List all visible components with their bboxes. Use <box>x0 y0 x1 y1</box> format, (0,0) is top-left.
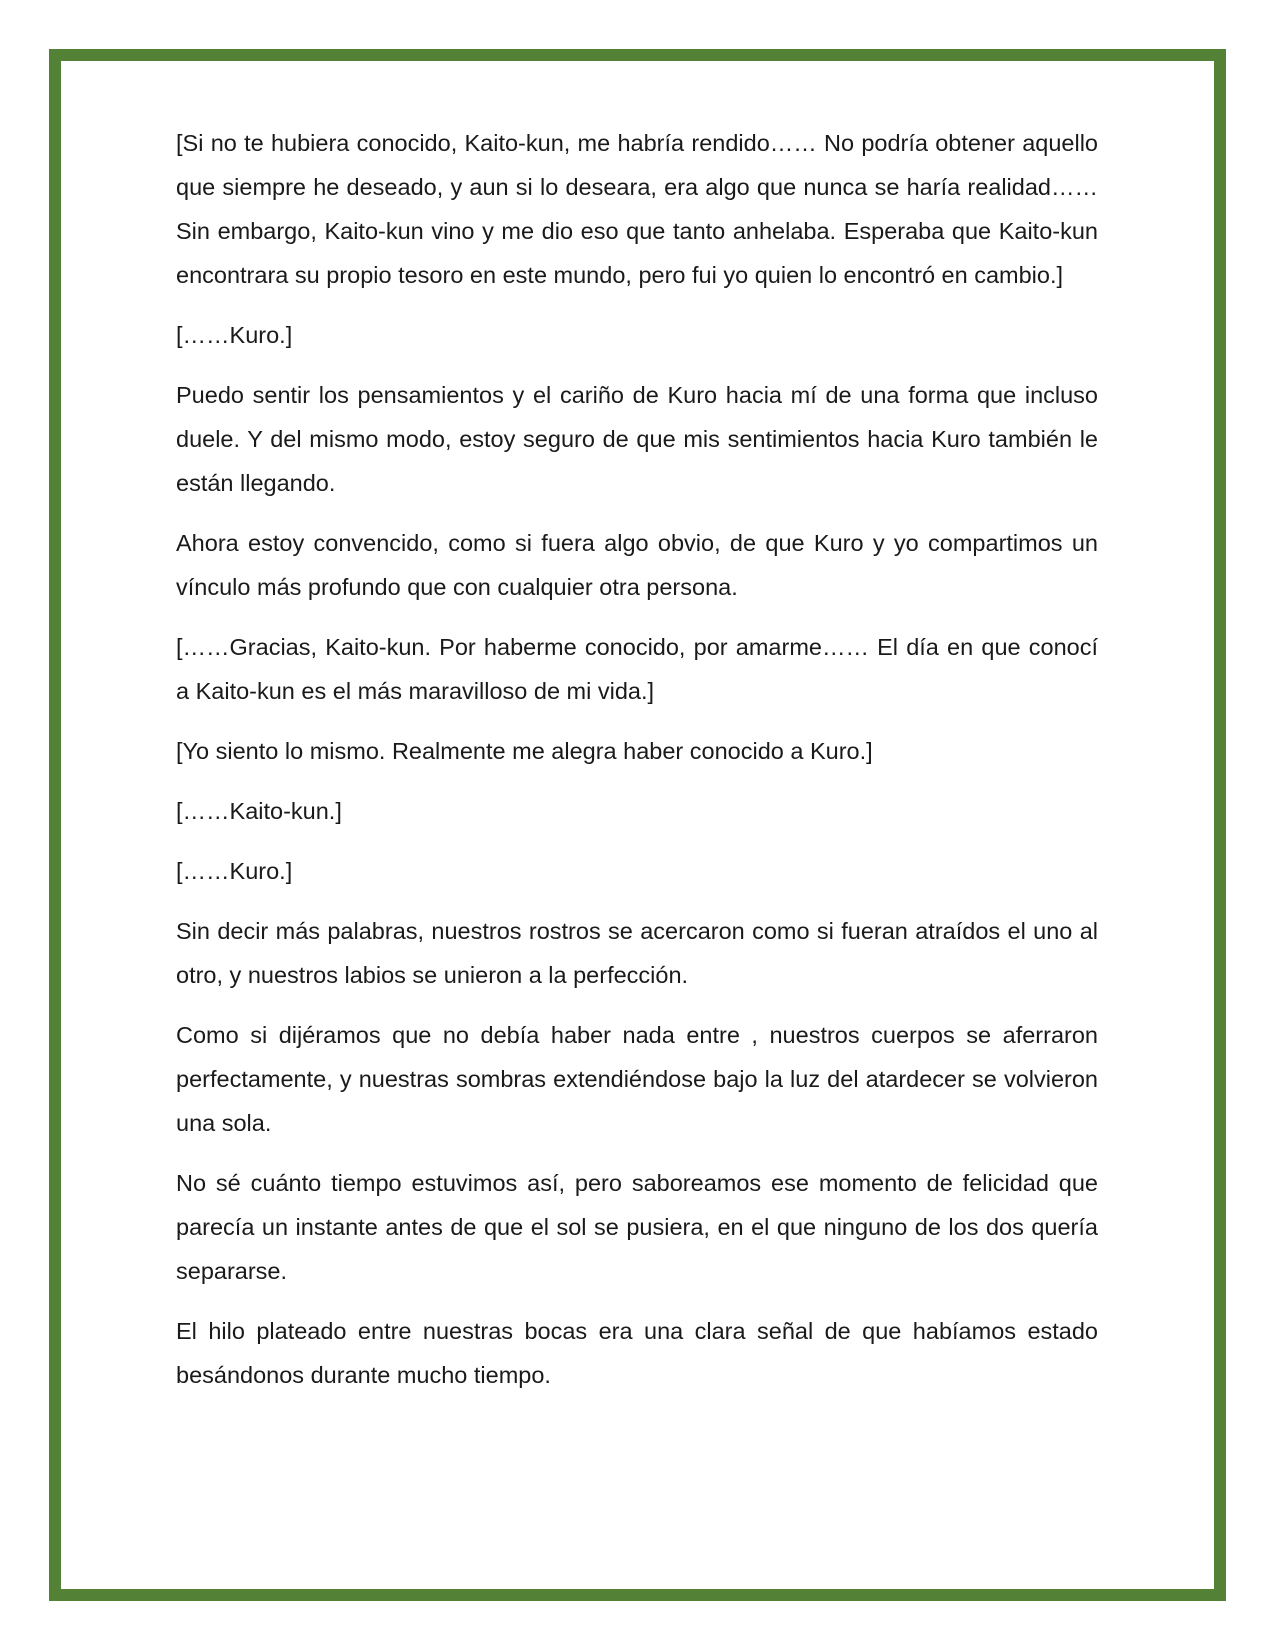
paragraph-6: [Yo siento lo mismo. Realmente me alegra haber conocido a Kuro.] <box>176 738 873 764</box>
paragraph-9: Sin decir más palabras, nuestros rostros se acercaron como si fueran atraídos el uno al otro, y nuestros labios se unieron a la perfección. <box>176 918 1098 988</box>
paragraph-12: El hilo plateado entre nuestras bocas era una clara señal de que habíamos estado besándonos durante mucho tiempo. <box>176 1318 1098 1388</box>
document-body <box>176 121 1098 1413</box>
paragraph-8: [……Kuro.] <box>176 858 293 884</box>
paragraph-5: [……Gracias, Kaito-kun. Por haberme conocido, por amarme…… El día en que conocí a Kaito-kun es el más maravilloso de mi vida.] <box>176 634 1098 704</box>
paragraph-4: Ahora estoy convencido, como si fuera algo obvio, de que Kuro y yo compartimos un vínculo más profundo que con cualquier otra persona. <box>176 530 1098 600</box>
paragraph-2: [……Kuro.] <box>176 322 293 348</box>
paragraph-11: No sé cuánto tiempo estuvimos así, pero saboreamos ese momento de felicidad que parecía un instante antes de que el sol se pusiera, en el que ninguno de los dos quería separarse. <box>176 1170 1098 1284</box>
paragraph-10: Como si dijéramos que no debía haber nada entre , nuestros cuerpos se aferraron perfectamente, y nuestras sombras extendiéndose bajo la luz del atardecer se volvieron una sola. <box>176 1022 1098 1136</box>
paragraph-1: [Si no te hubiera conocido, Kaito-kun, me habría rendido…… No podría obtener aquello que siempre he deseado, y aun si lo deseara, era algo que nunca se haría realidad…… Sin embargo, Kaito-kun vino y me dio eso que tanto anhelaba. Esperaba que Kaito-kun encontrara su propio tesoro en este mundo, pero fui yo quien lo encontró en cambio.] <box>176 130 1098 288</box>
paragraph-3: Puedo sentir los pensamientos y el cariño de Kuro hacia mí de una forma que incluso duele. Y del mismo modo, estoy seguro de que mis sentimientos hacia Kuro también le están llegando. <box>176 382 1098 496</box>
paragraph-7: [……Kaito-kun.] <box>176 798 342 824</box>
